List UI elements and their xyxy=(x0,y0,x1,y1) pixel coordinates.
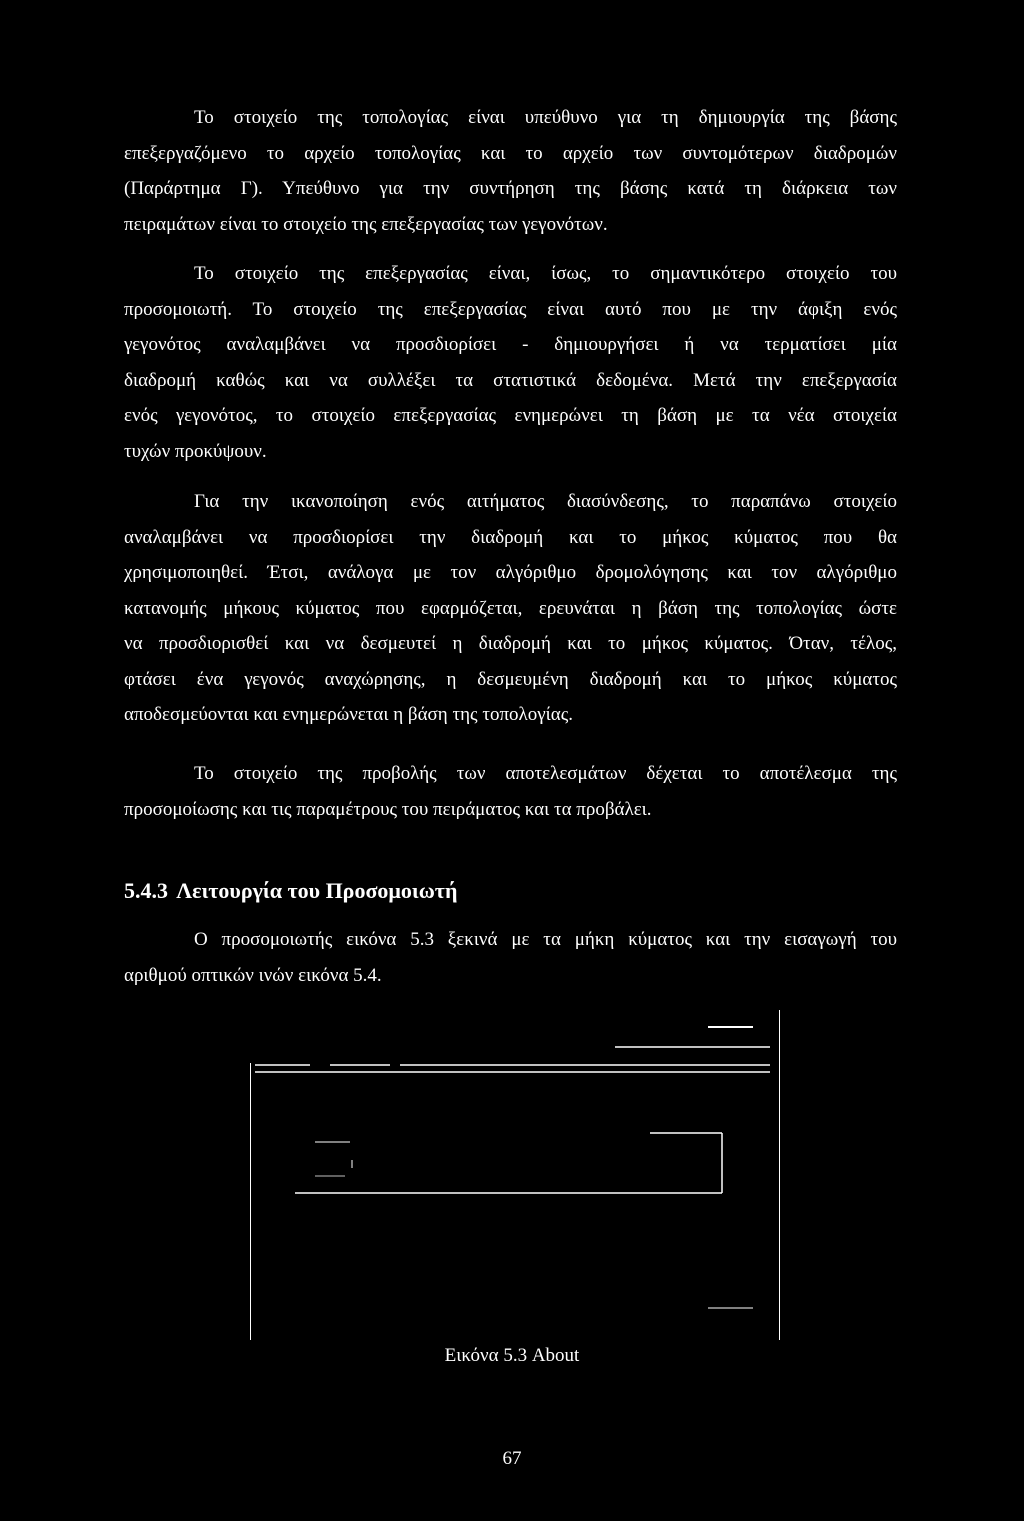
text-line: Το στοιχείο της τοπολογίας είναι υπεύθυνο για τη δημιουργία της βάσης xyxy=(194,107,897,128)
text-line: Ο προσομοιωτής εικόνα 5.3 ξεκινά με τα μήκη κύματος και την εισαγωγή του xyxy=(194,929,897,950)
text-line: προσομοίωσης και τις παραμέτρους του πειράματος και τα προβάλει. xyxy=(124,798,652,820)
text-line: Το στοιχείο της προβολής των αποτελεσμάτων δέχεται το αποτέλεσμα της xyxy=(194,763,897,784)
paragraph-simulator-intro xyxy=(124,922,897,993)
text-line: αριθμού οπτικών ινών εικόνα 5.4. xyxy=(124,964,382,986)
section-title: Λειτουργία του Προσομοιωτή xyxy=(176,878,458,903)
text-line: επεξεργαζόμενο το αρχείο τοπολογίας και το αρχείο των συντομότερων διαδρομών xyxy=(124,142,897,164)
text-line: διαδρομή καθώς και να συλλέξει τα στατιστικά δεδομένα. Μετά την επεξεργασία xyxy=(124,369,897,391)
page-number: 67 xyxy=(502,1448,522,1469)
text-line: Για την ικανοποίηση ενός αιτήματος διασύνδεσης, το παραπάνω στοιχείο xyxy=(194,491,897,512)
figure-caption: Εικόνα 5.3 About xyxy=(444,1345,580,1366)
text-line: πειραμάτων είναι το στοιχείο της επεξεργασίας των γεγονότων. xyxy=(124,213,608,235)
text-line: αναλαμβάνει να προσδιορίσει την διαδρομή και το μήκος κύματος που θα xyxy=(124,526,897,548)
figure-about-dialog xyxy=(250,1010,780,1340)
text-line: φτάσει ένα γεγονός αναχώρησης, η δεσμευμένη διαδρομή και το μήκος κύματος xyxy=(124,668,897,690)
paragraph-request xyxy=(124,484,897,733)
section-heading xyxy=(124,878,457,904)
text-line: ενός γεγονότος, το στοιχείο επεξεργασίας ενημερώνει τη βάση με τα νέα στοιχεία xyxy=(124,405,897,426)
paragraph-topology xyxy=(124,100,897,242)
text-line: κατανομής μήκους κύματος που εφαρμόζεται, ερευνάται η βάση της τοπολογίας ώστε xyxy=(124,597,897,619)
text-line: Το στοιχείο της επεξεργασίας είναι, ίσως, το σημαντικότερο στοιχείο του xyxy=(194,263,897,284)
text-line: τυχών προκύψουν. xyxy=(124,440,267,462)
text-line: (Παράρτημα Γ). Υπεύθυνο για την συντήρηση της βάσης κατά τη διάρκεια των xyxy=(124,178,897,199)
about-dialog-outline xyxy=(250,1010,780,1340)
paragraph-processing xyxy=(124,256,897,469)
text-line: γεγονότος αναλαμβάνει να προσδιορίσει - δημιουργήσει ή να τερματίσει μία xyxy=(124,334,897,355)
paragraph-results xyxy=(124,756,897,827)
text-line: να προσδιορισθεί και να δεσμευτεί η διαδρομή και το μήκος κύματος. Όταν, τέλος, xyxy=(124,633,897,654)
text-line: αποδεσμεύονται και ενημερώνεται η βάση της τοπολογίας. xyxy=(124,704,573,725)
section-number: 5.4.3 xyxy=(124,878,168,903)
text-line: προσομοιωτή. Το στοιχείο της επεξεργασίας είναι αυτό που με την άφιξη ενός xyxy=(124,298,897,320)
text-line: χρησιμοποιηθεί. Έτσι, ανάλογα με τον αλγόριθμο δρομολόγησης και τον αλγόριθμο xyxy=(124,562,897,583)
